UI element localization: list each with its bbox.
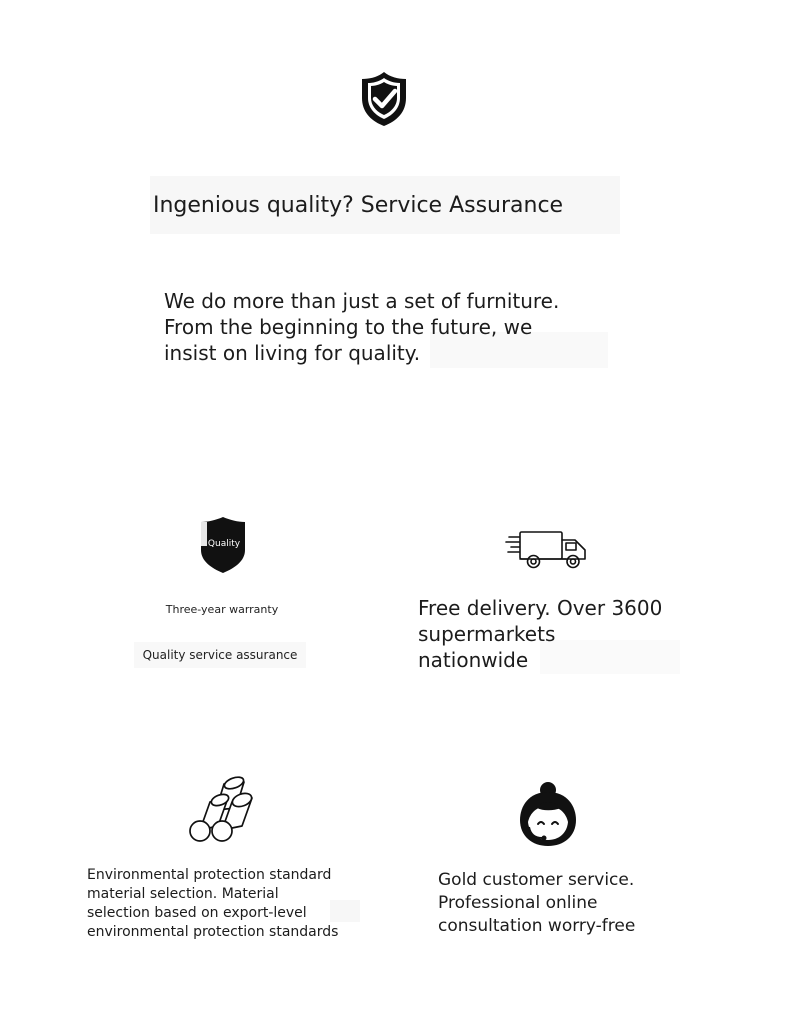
page-title: Ingenious quality? Service Assurance <box>153 193 564 218</box>
intro-line: From the beginning to the future, we <box>164 315 533 339</box>
intro-line: We do more than just a set of furniture. <box>164 289 560 313</box>
intro-text <box>164 288 604 366</box>
shield-check-icon <box>360 70 408 128</box>
warranty-label: Three-year warranty <box>165 603 279 616</box>
delivery-line: nationwide <box>418 648 529 672</box>
materials-line: Environmental protection standard <box>87 867 332 883</box>
materials-line: environmental protection standards <box>87 924 339 940</box>
quality-shield-icon <box>198 516 248 574</box>
materials-text <box>87 866 377 942</box>
intro-line: insist on living for quality. <box>164 341 421 365</box>
quality-badge-text: Quality <box>207 539 241 549</box>
quality-service-label: Quality service assurance <box>142 648 298 662</box>
support-line: consultation worry-free <box>438 916 636 936</box>
materials-line: material selection. Material <box>87 886 279 902</box>
support-text <box>438 869 678 938</box>
delivery-text <box>418 595 688 673</box>
customer-service-icon <box>515 780 581 848</box>
delivery-truck-icon <box>505 527 591 571</box>
materials-line: selection based on export-level <box>87 905 307 921</box>
support-line: Professional online <box>438 893 598 913</box>
delivery-line: Free delivery. Over 3600 <box>418 596 663 620</box>
support-line: Gold customer service. <box>438 870 635 890</box>
delivery-line: supermarkets <box>418 622 556 646</box>
logs-icon <box>186 776 260 846</box>
